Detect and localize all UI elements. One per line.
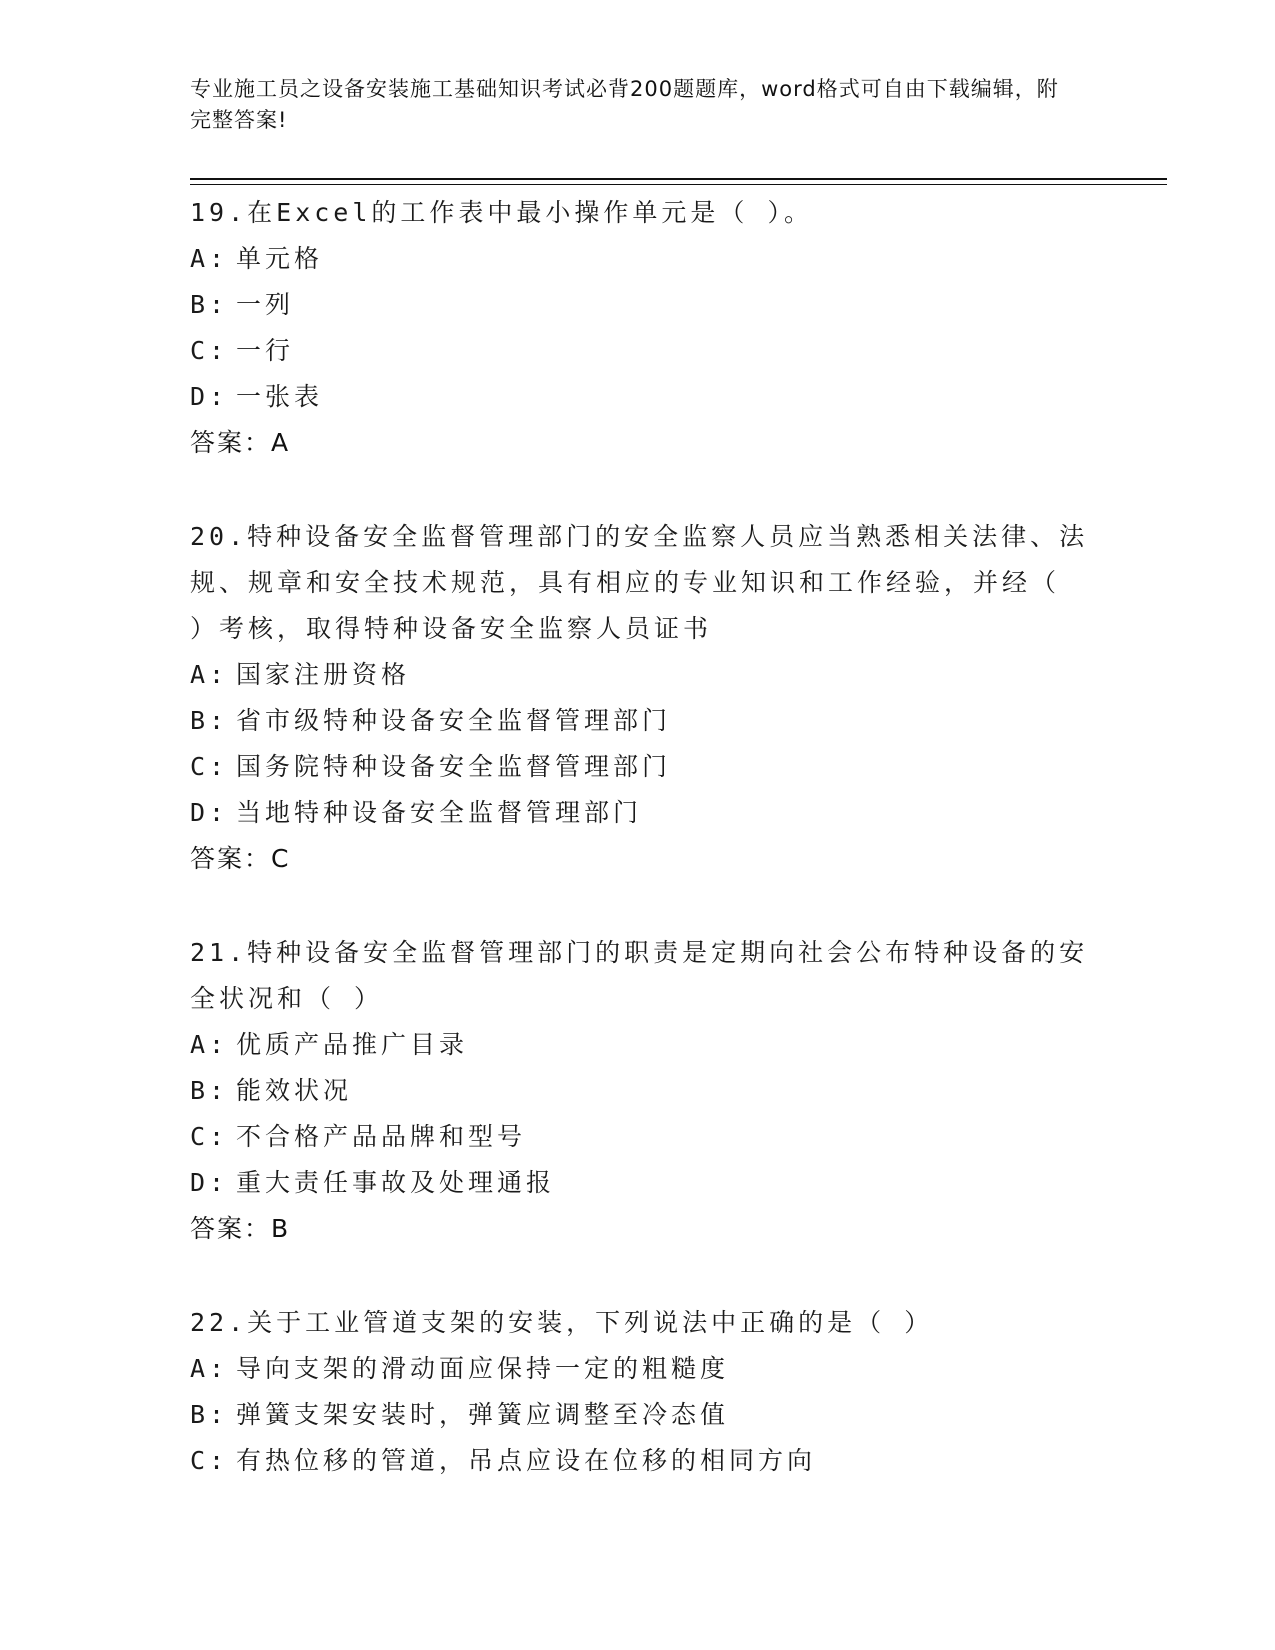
option-letter: B: xyxy=(190,1400,229,1429)
question-list xyxy=(190,190,1090,1532)
option-text: 当地特种设备安全监督管理部门 xyxy=(236,798,643,827)
question-item xyxy=(190,190,1090,466)
answer-option xyxy=(190,236,1090,282)
answer-option xyxy=(190,790,1090,836)
header-divider-thin xyxy=(190,184,1167,185)
option-letter: D: xyxy=(190,798,229,827)
option-letter: C: xyxy=(190,336,229,365)
answer-option xyxy=(190,328,1090,374)
option-text: 导向支架的滑动面应保持一定的粗糙度 xyxy=(236,1354,730,1383)
option-letter: B: xyxy=(190,1076,229,1105)
option-text: 单元格 xyxy=(236,244,324,273)
page-header: 专业施工员之设备安装施工基础知识考试必背200题题库，word格式可自由下载编辑，附完整答案! xyxy=(190,77,1059,132)
question-text: 22.关于工业管道支架的安装，下列说法中正确的是（ ） xyxy=(190,1308,934,1337)
answer-key: 答案：C xyxy=(190,844,291,873)
question-item xyxy=(190,514,1090,882)
option-letter: B: xyxy=(190,290,229,319)
option-letter: A: xyxy=(190,1030,229,1059)
answer-key: 答案：A xyxy=(190,428,291,457)
option-letter: C: xyxy=(190,1122,229,1151)
answer-key: 答案：B xyxy=(190,1214,291,1243)
option-letter: C: xyxy=(190,1446,229,1475)
option-text: 能效状况 xyxy=(236,1076,353,1105)
answer-option xyxy=(190,744,1090,790)
option-text: 有热位移的管道，吊点应设在位移的相同方向 xyxy=(236,1446,817,1475)
option-text: 重大责任事故及处理通报 xyxy=(236,1168,556,1197)
header-divider xyxy=(190,178,1167,180)
answer-option xyxy=(190,1346,1090,1392)
answer-option xyxy=(190,698,1090,744)
option-letter: A: xyxy=(190,244,229,273)
option-letter: C: xyxy=(190,752,229,781)
option-text: 优质产品推广目录 xyxy=(236,1030,469,1059)
question-text: 20.特种设备安全监督管理部门的安全监察人员应当熟悉相关法律、法规、规章和安全技术规范，具有相应的专业知识和工作经验，并经（ ）考核，取得特种设备安全监察人员证书 xyxy=(190,522,1089,643)
option-text: 一行 xyxy=(236,336,295,365)
option-text: 一张表 xyxy=(236,382,324,411)
option-text: 弹簧支架安装时，弹簧应调整至冷态值 xyxy=(236,1400,730,1429)
option-letter: D: xyxy=(190,1168,229,1197)
option-text: 不合格产品品牌和型号 xyxy=(236,1122,527,1151)
option-text: 省市级特种设备安全监督管理部门 xyxy=(236,706,672,735)
option-letter: A: xyxy=(190,1354,229,1383)
question-item xyxy=(190,1300,1090,1484)
answer-option xyxy=(190,1022,1090,1068)
answer-option xyxy=(190,652,1090,698)
answer-option xyxy=(190,1068,1090,1114)
answer-option xyxy=(190,282,1090,328)
option-letter: A: xyxy=(190,660,229,689)
question-item xyxy=(190,930,1090,1252)
option-text: 一列 xyxy=(236,290,295,319)
answer-option xyxy=(190,1114,1090,1160)
answer-option xyxy=(190,1392,1090,1438)
answer-option xyxy=(190,1438,1090,1484)
answer-option xyxy=(190,374,1090,420)
answer-option xyxy=(190,1160,1090,1206)
option-letter: B: xyxy=(190,706,229,735)
option-letter: D: xyxy=(190,382,229,411)
option-text: 国家注册资格 xyxy=(236,660,411,689)
question-text: 19.在Excel的工作表中最小操作单元是（ ）。 xyxy=(190,198,813,227)
option-text: 国务院特种设备安全监督管理部门 xyxy=(236,752,672,781)
question-text: 21.特种设备安全监督管理部门的职责是定期向社会公布特种设备的安全状况和（ ） xyxy=(190,938,1089,1013)
